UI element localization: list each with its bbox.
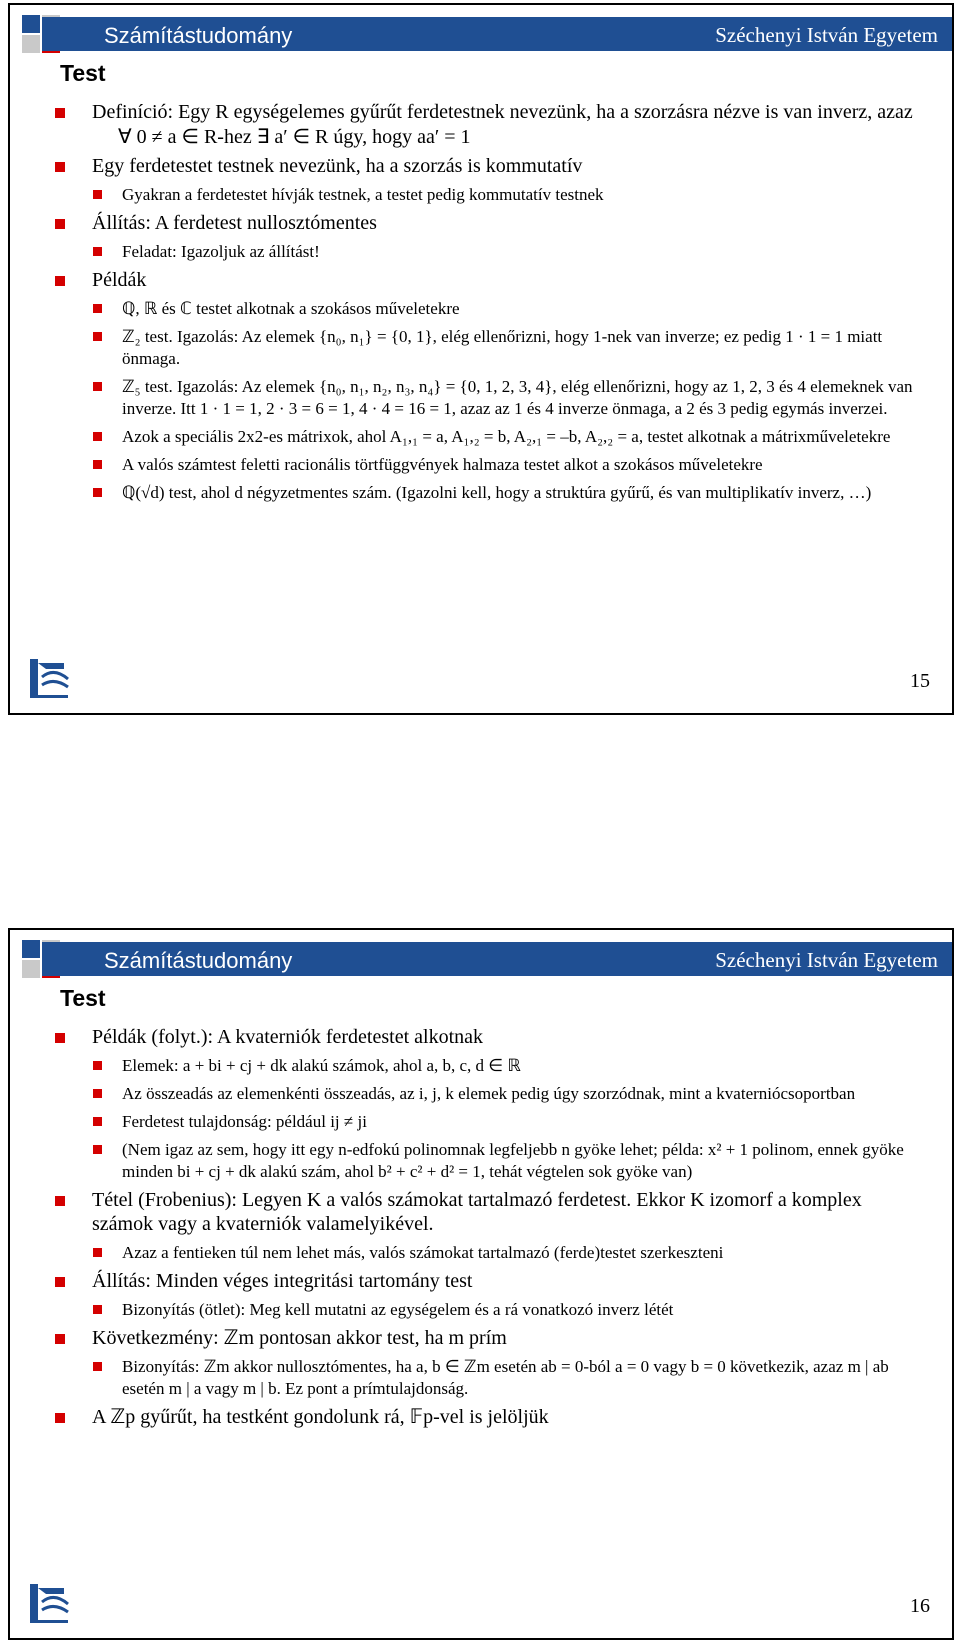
bullet-square-icon	[93, 1089, 102, 1098]
item-text: Bizonyítás (ötlet): Meg kell mutatni az egységelem és a rá vonatkozó inverz létét	[122, 1300, 674, 1319]
header-bar	[42, 17, 952, 51]
item-text: Elemek: a + bi + cj + dk alakú számok, ahol a, b, c, d ∈ ℝ	[122, 1056, 521, 1075]
slide-title: Test	[60, 60, 106, 86]
item-text: ℚ, ℝ és ℂ testet alkotnak a szokásos műveletekre	[122, 299, 460, 318]
bullet-square-icon	[55, 108, 65, 118]
item-text: ℤ₅ test. Igazolás: Az elemek {n₀, n₁, n₂, n₃, n₄} = {0, 1, 2, 3, 4}, elég ellenőrizni, hogy az 1, 2, 3 és 4 elemeknek van inverze. Itt 1 · 1 = 1, 2 · 3 = 6 = 1, 4 · 4 = 16 = 1, azaz az 1 és 4 inverze önmaga, a 2 és 3 pedig egymás inverzei.	[122, 377, 913, 418]
sub-bullet-item	[40, 298, 922, 320]
sub-bullet-item	[40, 326, 922, 370]
bullet-item	[40, 1326, 922, 1350]
bullet-square-icon	[93, 488, 102, 497]
bullet-item	[40, 1269, 922, 1293]
item-text: A ℤp gyűrűt, ha testként gondolunk rá, 𝔽p-vel is jelöljük	[92, 1406, 549, 1428]
course-title: Számítástudomány	[104, 948, 293, 973]
university-name: Széchenyi István Egyetem	[715, 23, 938, 47]
bullet-square-icon	[93, 382, 102, 391]
bullet-square-icon	[93, 1145, 102, 1154]
bullet-item	[40, 1405, 922, 1429]
bullet-square-icon	[93, 432, 102, 441]
page-number: 16	[910, 1595, 930, 1617]
slide-title: Test	[60, 985, 106, 1011]
item-text: (Nem igaz az sem, hogy itt egy n-edfokú polinomnak legfeljebb n gyöke lehet; példa: x² + 1 polinom, ennek gyöke minden bi + cj + dk alakú szám, ahol b² + c² + d² = 1, tehát végtelen sok gyöke van)	[122, 1140, 904, 1181]
item-text: Azaz a fentieken túl nem lehet más, valós számokat tartalmazó (ferde)testet szerkeszteni	[122, 1243, 724, 1262]
item-text: ∀ 0 ≠ a ∈ R-hez ∃ a′ ∈ R úgy, hogy aa′ = 1	[118, 126, 471, 148]
bullet-square-icon	[93, 460, 102, 469]
sub-bullet-item	[40, 376, 922, 420]
university-name: Széchenyi István Egyetem	[715, 948, 938, 972]
bullet-square-icon	[55, 1334, 65, 1344]
bullet-square-icon	[93, 190, 102, 199]
item-text: ℚ(√d) test, ahol d négyzetmentes szám. (Igazolni kell, hogy a struktúra gyűrű, és van multiplikatív inverz, …)	[122, 483, 872, 502]
sub-bullet-item	[40, 1111, 922, 1133]
bullet-square-icon	[93, 247, 102, 256]
bullet-square-icon	[93, 332, 102, 341]
item-text: Az összeadás az elemenkénti összeadás, az i, j, k elemek pedig úgy szorzódnak, mint a kvaterniócsoportban	[122, 1084, 856, 1103]
university-logo-icon	[28, 657, 70, 699]
bullet-item	[40, 211, 922, 235]
university-logo-icon	[28, 1582, 70, 1624]
page-number: 15	[910, 670, 930, 692]
bullet-square-icon	[93, 1305, 102, 1314]
item-text: Feladat: Igazoljuk az állítást!	[122, 242, 320, 261]
bullet-list	[40, 95, 922, 504]
sub-bullet-item	[40, 482, 922, 504]
sub-bullet-item	[40, 426, 922, 448]
sub-bullet-item	[40, 1299, 922, 1321]
bullet-square-icon	[55, 219, 65, 229]
bullet-square-icon	[55, 1033, 65, 1043]
bullet-item	[40, 268, 922, 292]
item-text: Azok a speciális 2x2-es mátrixok, ahol A₁,₁ = a, A₁,₂ = b, A₂,₁ = –b, A₂,₂ = a, testet alkotnak a mátrixműveletekre	[122, 427, 891, 446]
bullet-square-icon	[55, 276, 65, 286]
bullet-square-icon	[55, 1413, 65, 1423]
item-text: Ferdetest tulajdonság: például ij ≠ ji	[122, 1112, 367, 1131]
sub-bullet-item	[40, 1055, 922, 1077]
bullet-square-icon	[93, 304, 102, 313]
item-text: A valós számtest feletti racionális törtfüggvények halmaza testet alkot a szokásos műveletekre	[122, 455, 763, 474]
sub-bullet-item	[40, 1139, 922, 1183]
bullet-square-icon	[93, 1061, 102, 1070]
bullet-square-icon	[55, 162, 65, 172]
course-title: Számítástudomány	[104, 23, 293, 48]
sub-bullet-item	[40, 454, 922, 476]
bullet-item	[40, 154, 922, 178]
bullet-square-icon	[93, 1117, 102, 1126]
item-text: Tétel (Frobenius): Legyen K a valós számokat tartalmazó ferdetest. Ekkor K izomorf a komplex számok vagy a kvaterniók valamelyikével.	[92, 1189, 862, 1235]
sub-bullet-item	[40, 241, 922, 263]
sub-bullet-item	[40, 1356, 922, 1400]
sub-bullet-item	[40, 1083, 922, 1105]
sub-bullet-item	[40, 1242, 922, 1264]
header-bar	[42, 942, 952, 976]
bullet-square-icon	[55, 1277, 65, 1287]
bullet-square-icon	[93, 1362, 102, 1371]
slide-15	[8, 3, 954, 715]
formula-line	[40, 125, 922, 149]
bullet-item	[40, 1188, 922, 1236]
sub-bullet-item	[40, 184, 922, 206]
item-text: Bizonyítás: ℤm akkor nullosztómentes, ha a, b ∈ ℤm esetén ab = 0-ból a = 0 vagy b = 0 következik, azaz m | ab esetén m | a vagy m | b. Ez pont a prímtulajdonság.	[122, 1357, 889, 1398]
item-text: Definíció: Egy R egységelemes gyűrűt ferdetestnek nevezünk, ha a szorzásra nézve is van inverz, azaz	[92, 101, 913, 123]
item-text: Gyakran a ferdetestet hívják testnek, a testet pedig kommutatív testnek	[122, 185, 604, 204]
slide-16	[8, 928, 954, 1640]
item-text: Egy ferdetestet testnek nevezünk, ha a szorzás is kommutatív	[92, 155, 583, 177]
bullet-square-icon	[55, 1196, 65, 1206]
item-text: Állítás: Minden véges integritási tartomány test	[92, 1270, 473, 1292]
bullet-item	[40, 1025, 922, 1049]
bullet-list	[40, 1020, 922, 1429]
item-text: Példák (folyt.): A kvaterniók ferdetestet alkotnak	[92, 1026, 483, 1048]
item-text: Következmény: ℤm pontosan akkor test, ha m prím	[92, 1327, 507, 1349]
bullet-square-icon	[93, 1248, 102, 1257]
item-text: ℤ₂ test. Igazolás: Az elemek {n₀, n₁} = {0, 1}, elég ellenőrizni, hogy 1-nek van inverze; ez pedig 1 · 1 = 1 miatt önmaga.	[122, 327, 883, 368]
bullet-item	[40, 100, 922, 124]
item-text: Állítás: A ferdetest nullosztómentes	[92, 212, 377, 234]
item-text: Példák	[92, 269, 147, 291]
